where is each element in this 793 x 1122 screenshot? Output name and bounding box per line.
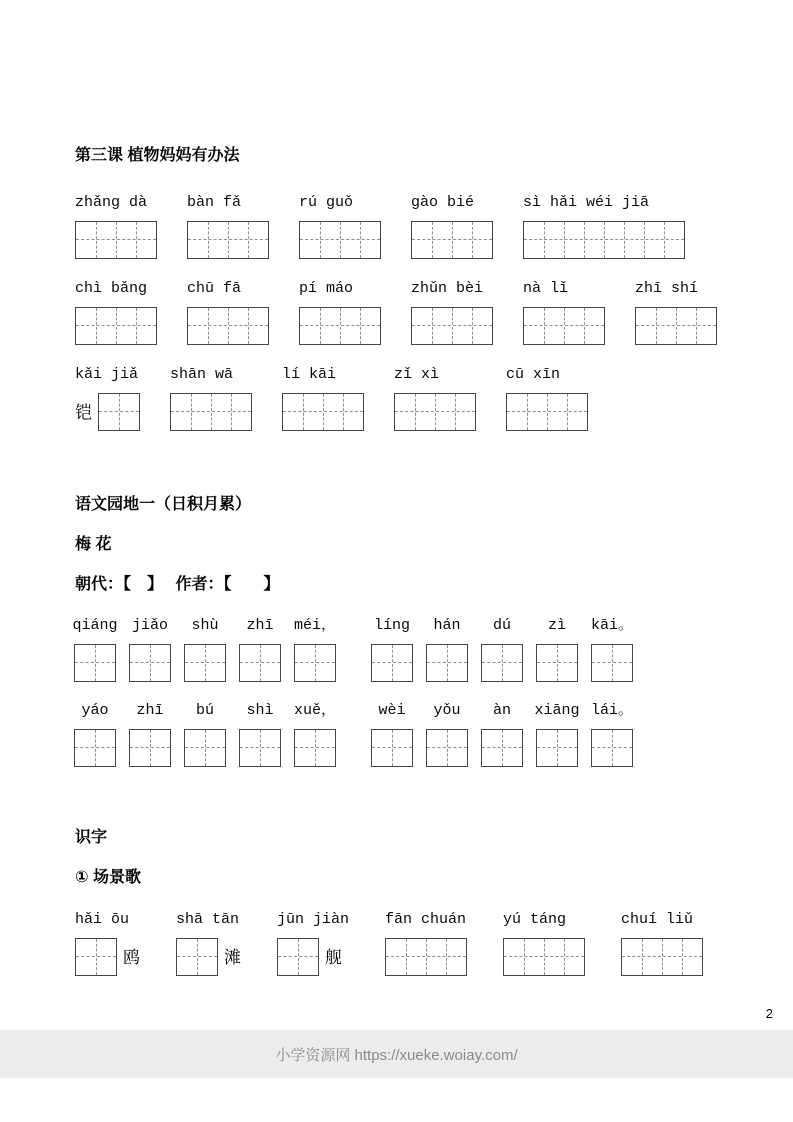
writing-grid: [503, 938, 585, 976]
word-unit: [277, 910, 349, 976]
writing-grid: [506, 393, 588, 431]
pinyin-label: zhǎng dà: [75, 194, 148, 211]
poem-row: [72, 616, 735, 682]
writing-grid: [277, 938, 319, 976]
pinyin-label: fān chuán: [385, 911, 467, 928]
pinyin-label: xuě，: [294, 702, 337, 719]
pinyin-label: zhī: [246, 617, 274, 634]
worksheet-content: [72, 145, 735, 976]
poem-title: 梅 花: [75, 536, 112, 553]
writing-grid: [184, 644, 226, 682]
word-unit: [282, 365, 364, 431]
poem-row: [75, 701, 735, 767]
printed-hanzi: 舰: [325, 947, 342, 967]
writing-grid: [187, 221, 269, 259]
word-unit: [411, 193, 493, 259]
pinyin-label: shù: [191, 617, 219, 634]
pinyin-label: xiāng: [534, 702, 580, 719]
poem-meta: 朝代：【 】 作者：【 】: [75, 576, 280, 593]
writing-grid: [411, 307, 493, 345]
word-unit: [185, 616, 225, 682]
lesson-title: 第三课 植物妈妈有办法: [75, 147, 240, 164]
writing-grid: [74, 644, 116, 682]
pinyin-label: hán: [433, 617, 461, 634]
pinyin-label: lái。: [591, 702, 634, 719]
word-unit: [592, 616, 632, 682]
word-unit: [299, 193, 381, 259]
pinyin-label: zhī shí: [635, 280, 699, 297]
word-row: [75, 365, 735, 431]
writing-grid: [129, 729, 171, 767]
word-unit: [503, 910, 585, 976]
word-unit: [635, 279, 717, 345]
pinyin-label: lí kāi: [282, 366, 337, 383]
pinyin-label: cū xīn: [506, 366, 561, 383]
page-number: 2: [765, 1006, 773, 1021]
writing-grid: [621, 938, 703, 976]
footer: [0, 1030, 793, 1078]
writing-grid: [98, 393, 140, 431]
word-unit: [75, 193, 157, 259]
writing-grid: [523, 307, 605, 345]
pinyin-label: shì: [246, 702, 274, 719]
pinyin-label: jūn jiàn: [277, 911, 350, 928]
pinyin-label: jiǎo: [131, 617, 168, 634]
pinyin-label: hǎi ōu: [75, 911, 130, 928]
writing-grid: [239, 729, 281, 767]
pinyin-label: kǎi jiǎ: [75, 366, 139, 383]
pinyin-label: chuí liǔ: [621, 911, 694, 928]
word-unit: [170, 365, 252, 431]
word-unit: [75, 279, 157, 345]
pinyin-label: dú: [492, 617, 511, 634]
shizi-word-row: [75, 910, 735, 976]
writing-grid: [294, 644, 336, 682]
pinyin-label: shā tān: [176, 911, 240, 928]
word-unit: [621, 910, 703, 976]
pinyin-label: yáo: [81, 702, 109, 719]
writing-grid: [411, 221, 493, 259]
writing-grid: [523, 221, 685, 259]
pinyin-label: shān wā: [170, 366, 234, 383]
writing-grid: [299, 221, 381, 259]
word-unit: [394, 365, 476, 431]
pinyin-label: bú: [195, 702, 214, 719]
word-unit: [75, 910, 140, 976]
pinyin-label: líng: [373, 617, 410, 634]
pinyin-label: chì bǎng: [75, 280, 148, 297]
pinyin-label: pí máo: [299, 280, 354, 297]
shizi-subtitle: ① 场景歌: [75, 869, 141, 886]
word-unit: [240, 616, 280, 682]
word-unit: [523, 193, 685, 259]
writing-grid: [74, 729, 116, 767]
writing-grid: [481, 729, 523, 767]
writing-grid: [299, 307, 381, 345]
footer-link[interactable]: 小学资源网 https://xueke.woiay.com/: [275, 1046, 518, 1064]
word-unit: [295, 701, 335, 767]
word-unit: [185, 701, 225, 767]
writing-grid: [176, 938, 218, 976]
word-unit: [506, 365, 588, 431]
word-unit: [534, 701, 580, 767]
pinyin-label: zhī: [136, 702, 164, 719]
pinyin-label: qiáng: [72, 617, 118, 634]
pinyin-label: yú táng: [503, 911, 567, 928]
writing-grid: [635, 307, 717, 345]
word-unit: [187, 279, 269, 345]
pinyin-label: àn: [492, 702, 511, 719]
pinyin-label: zì: [547, 617, 566, 634]
writing-grid: [591, 729, 633, 767]
printed-hanzi: 滩: [224, 947, 241, 967]
word-row: [75, 279, 735, 345]
word-unit: [372, 701, 412, 767]
writing-grid: [591, 644, 633, 682]
word-unit: [427, 701, 467, 767]
word-unit: [130, 616, 170, 682]
pinyin-label: gào bié: [411, 194, 475, 211]
writing-grid: [187, 307, 269, 345]
writing-grid: [129, 644, 171, 682]
pinyin-label: zhǔn bèi: [411, 280, 484, 297]
writing-grid: [394, 393, 476, 431]
word-unit: [537, 616, 577, 682]
garden-title: 语文园地一（日积月累）: [75, 496, 252, 513]
writing-grid: [282, 393, 364, 431]
writing-grid: [294, 729, 336, 767]
writing-grid: [385, 938, 467, 976]
word-unit: [240, 701, 280, 767]
pinyin-label: méi，: [294, 617, 337, 634]
word-unit: [427, 616, 467, 682]
pinyin-label: bàn fǎ: [187, 194, 242, 211]
lesson-word-rows: [75, 193, 735, 431]
word-unit: [75, 365, 140, 431]
writing-grid: [170, 393, 252, 431]
writing-grid: [239, 644, 281, 682]
writing-grid: [536, 729, 578, 767]
writing-grid: [184, 729, 226, 767]
writing-grid: [371, 729, 413, 767]
writing-grid: [481, 644, 523, 682]
word-unit: [372, 616, 412, 682]
word-unit: [72, 616, 118, 682]
word-unit: [482, 616, 522, 682]
word-unit: [523, 279, 605, 345]
pinyin-label: chū fā: [187, 280, 242, 297]
pinyin-label: nà lǐ: [523, 280, 569, 297]
pinyin-label: wèi: [378, 702, 406, 719]
writing-grid: [536, 644, 578, 682]
word-unit: [385, 910, 467, 976]
writing-grid: [371, 644, 413, 682]
pinyin-label: zǐ xì: [394, 366, 440, 383]
writing-grid: [426, 729, 468, 767]
writing-grid: [75, 938, 117, 976]
word-unit: [482, 701, 522, 767]
word-row: [75, 193, 735, 259]
word-unit: [295, 616, 335, 682]
word-unit: [75, 701, 115, 767]
word-unit: [411, 279, 493, 345]
word-unit: [592, 701, 632, 767]
shizi-title: 识字: [75, 829, 108, 846]
word-unit: [187, 193, 269, 259]
writing-grid: [75, 221, 157, 259]
poem-lines: [72, 616, 735, 767]
word-unit: [176, 910, 241, 976]
pinyin-label: kāi。: [591, 617, 634, 634]
printed-hanzi: 鸥: [123, 947, 140, 967]
printed-hanzi: 铠: [75, 402, 92, 422]
pinyin-label: yǒu: [433, 702, 461, 719]
word-unit: [299, 279, 381, 345]
pinyin-label: sì hǎi wéi jiā: [523, 194, 650, 211]
writing-grid: [75, 307, 157, 345]
pinyin-label: rú guǒ: [299, 194, 354, 211]
word-unit: [130, 701, 170, 767]
writing-grid: [426, 644, 468, 682]
